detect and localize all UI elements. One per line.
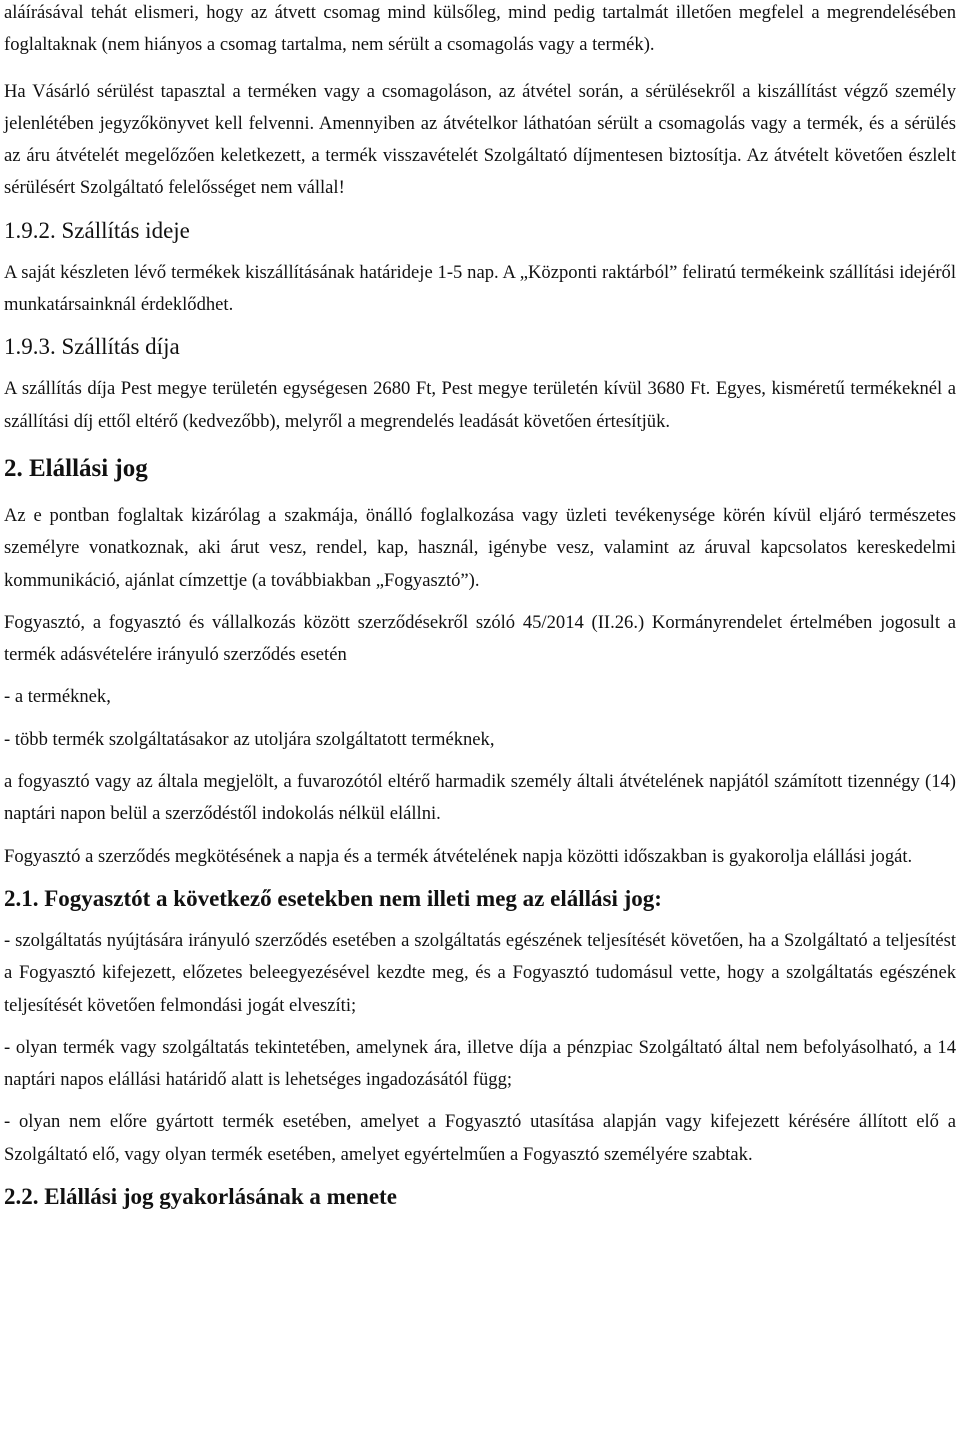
paragraph-delivery-fee: A szállítás díja Pest megye területén egységesen 2680 Ft, Pest megye területén kívül 3680 Ft. Egyes, kisméretű termékeknél a szállítási díj ettől eltérő (kedvezőbb), melyről a megrendelés leadását követően értesítjük.: [4, 378, 956, 432]
paragraph-package-acceptance: aláírásával tehát elismeri, hogy az átvett csomag mind külsőleg, mind pedig tartalmát illetően megfelel a megrendelésében foglaltaknak (nem hiányos a csomag tartalma, nem sérült a csomagolás vagy a termék).: [4, 2, 956, 56]
list-item-last-product: - több termék szolgáltatásakor az utoljára szolgáltatott terméknek,: [4, 728, 495, 750]
paragraph-fourteen-days: a fogyasztó vagy az általa megjelölt, a fuvarozótól eltérő harmadik személy általi átvételének napjától számított tizennégy (14) naptári napon belül a szerződéstől indokolás nélkül elállni.: [4, 771, 956, 825]
list-item-exception-price: - olyan termék vagy szolgáltatás tekintetében, amelynek ára, illetve díja a pénzpiac Szolgáltató által nem befolyásolható, a 14 naptári napos elállási határidő alatt is lehetséges ingadozásától függ;: [4, 1036, 956, 1091]
paragraph-consumer-definition: Az e pontban foglaltak kizárólag a szakmája, önálló foglalkozása vagy üzleti tevékenysége körén kívül eljáró természetes személyre vonatkoznak, aki árut vesz, rendel, kap, használ, igénybe vesz, valamint az áruval kapcsolatos kereskedelmi kommunikáció, ajánlat címzettje (a továbbiakban „Fogyasztó”).: [4, 504, 956, 591]
paragraph-damage-report: Ha Vásárló sérülést tapasztal a terméken vagy a csomagoláson, az átvétel során, a sérülésekről a kiszállítást végző személy jelenlétében jegyzőkönyvet kell felvenni. Amennyiben az átvételkor láthatóan sérült a csomagolás vagy a termék, és a sérülés az áru átvételét megelőzően keletkezett, a termék visszavételét Szolgáltató díjmentesen biztosítja. Az átvételt követően észlelt sérülésért Szolgáltató felelősséget nem vállal!: [4, 80, 956, 199]
paragraph-withdrawal-period: Fogyasztó a szerződés megkötésének a napja és a termék átvételének napja közötti időszakban is gyakorolja elállási jogát.: [4, 845, 913, 867]
list-item-exception-service: - szolgáltatás nyújtására irányuló szerződés esetében a szolgáltatás egészének teljesítését követően, ha a Szolgáltató a teljesítést a Fogyasztó kifejezett, előzetes beleegyezésével kezdte meg, és a Fogyasztó tudomásul vette, hogy a szolgáltatás egészének teljesítését követően felmondási jogát elveszíti;: [4, 929, 956, 1016]
heading-withdrawal-right: 2. Elállási jog: [4, 454, 148, 482]
list-item-product: - a terméknek,: [4, 686, 111, 708]
list-item-exception-custom: - olyan nem előre gyártott termék esetében, amelyet a Fogyasztó utasítása alapján vagy kifejezett kérésére állított elő a Szolgáltató elő, vagy olyan termék esetében, amelyet egyértelműen a Fogyasztó személyére szabtak.: [4, 1111, 956, 1165]
document-page: [4, 0, 956, 1213]
heading-withdrawal-procedure: 2.2. Elállási jog gyakorlásának a menete: [4, 1184, 397, 1210]
paragraph-delivery-time: A saját készleten lévő termékek kiszállításának határideje 1-5 nap. A „Központi raktárból” feliratú termékeink szállítási idejéről munkatársainknál érdeklődhet.: [4, 261, 956, 316]
heading-delivery-fee: 1.9.3. Szállítás díja: [4, 334, 180, 360]
paragraph-consumer-entitlement: Fogyasztó, a fogyasztó és vállalkozás között szerződésekről szóló 45/2014 (II.26.) Kormányrendelet értelmében jogosult a termék adásvételére irányuló szerződés esetén: [4, 611, 956, 666]
heading-exceptions: 2.1. Fogyasztót a következő esetekben nem illeti meg az elállási jog:: [4, 885, 662, 911]
heading-delivery-time: 1.9.2. Szállítás ideje: [4, 217, 190, 243]
